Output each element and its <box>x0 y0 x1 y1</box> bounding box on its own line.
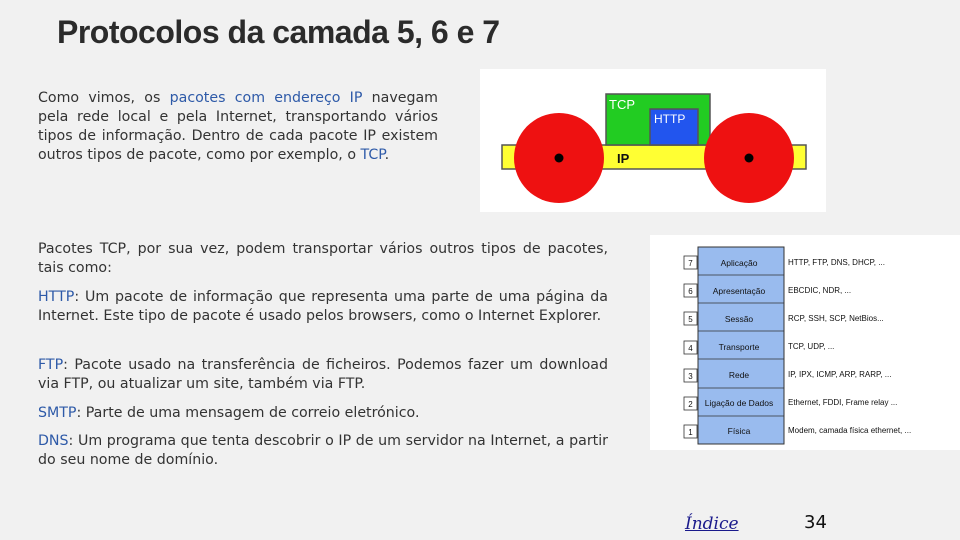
osi-layer-number: 1 <box>688 428 693 437</box>
http-text: : Um pacote de informação que representa uma parte de uma página da Internet. Este tipo de pacote é usado pelos browsers, como o Internet Explorer. <box>38 289 608 324</box>
wheel-left-hub <box>555 154 564 163</box>
smtp-paragraph <box>38 404 608 423</box>
osi-layer-number: 3 <box>688 372 693 381</box>
osi-layer-number: 6 <box>688 287 693 296</box>
osi-layer-name: Sessão <box>724 314 754 324</box>
slide-title: Protocolos da camada 5, 6 e 7 <box>57 14 500 50</box>
http-term: HTTP <box>38 289 75 305</box>
osi-layer-name: Física <box>727 426 751 436</box>
osi-layer-number: 5 <box>688 315 693 324</box>
osi-layer-number: 7 <box>688 259 693 268</box>
ftp-paragraph <box>38 356 608 394</box>
osi-layer-protocols: Ethernet, FDDI, Frame relay ... <box>788 398 898 407</box>
osi-layer-protocols: HTTP, FTP, DNS, DHCP, ... <box>788 258 885 267</box>
osi-layers-diagram <box>650 235 960 450</box>
smtp-text: : Parte de uma mensagem de correio eletrónico. <box>76 405 420 421</box>
intro-highlight-ip: pacotes com endereço IP <box>169 90 363 106</box>
index-link[interactable]: Índice <box>685 514 739 534</box>
dns-term: DNS <box>38 433 69 449</box>
http-label: HTTP <box>654 112 686 126</box>
osi-layer-name: Rede <box>728 370 750 380</box>
osi-layer-protocols: IP, IPX, ICMP, ARP, RARP, ... <box>788 370 892 379</box>
ftp-text: : Pacote usado na transferência de ficheiros. Podemos fazer um download via FTP, ou atualizar um site, também via FTP. <box>38 357 608 392</box>
osi-layer-protocols: TCP, UDP, ... <box>788 342 835 351</box>
osi-layer-name: Aplicação <box>720 258 758 268</box>
osi-layer-name: Ligação de Dados <box>704 398 774 408</box>
page-number: 34 <box>804 512 827 533</box>
osi-layer-protocols: Modem, camada física ethernet, ... <box>788 426 912 435</box>
intro-highlight-tcp: TCP <box>360 147 385 163</box>
smtp-term: SMTP <box>38 405 77 421</box>
dns-paragraph <box>38 432 608 470</box>
osi-layer-protocols: RCP, SSH, SCP, NetBios... <box>788 314 884 323</box>
osi-layer-protocols: EBCDIC, NDR, ... <box>788 286 852 295</box>
wheel-right-hub <box>745 154 754 163</box>
osi-layer-number: 4 <box>688 344 693 353</box>
ftp-term: FTP <box>38 357 64 373</box>
tcp-label: TCP <box>609 97 635 112</box>
osi-layer-name: Transporte <box>718 342 760 352</box>
osi-layer-number: 2 <box>688 400 693 409</box>
http-paragraph <box>38 288 608 326</box>
intro-text-a: Como vimos, os <box>38 90 170 106</box>
intro-paragraph <box>38 89 438 165</box>
intro-text-c: navegam pela rede local e pela Internet, transportando vários tipos de informação. Dentro de cada pacote IP existem outros tipos de pacote, como por exemplo, o <box>38 90 439 163</box>
ip-truck-diagram <box>480 69 826 212</box>
osi-layer-name: Apresentação <box>712 286 766 296</box>
dns-text: : Um programa que tenta descobrir o IP de um servidor na Internet, a partir do seu nome de domínio. <box>38 433 608 468</box>
ip-label: IP <box>617 151 630 166</box>
tcp-paragraph: Pacotes TCP, por sua vez, podem transportar vários outros tipos de pacotes, tais como: <box>38 241 608 276</box>
intro-text-e: . <box>384 147 390 163</box>
